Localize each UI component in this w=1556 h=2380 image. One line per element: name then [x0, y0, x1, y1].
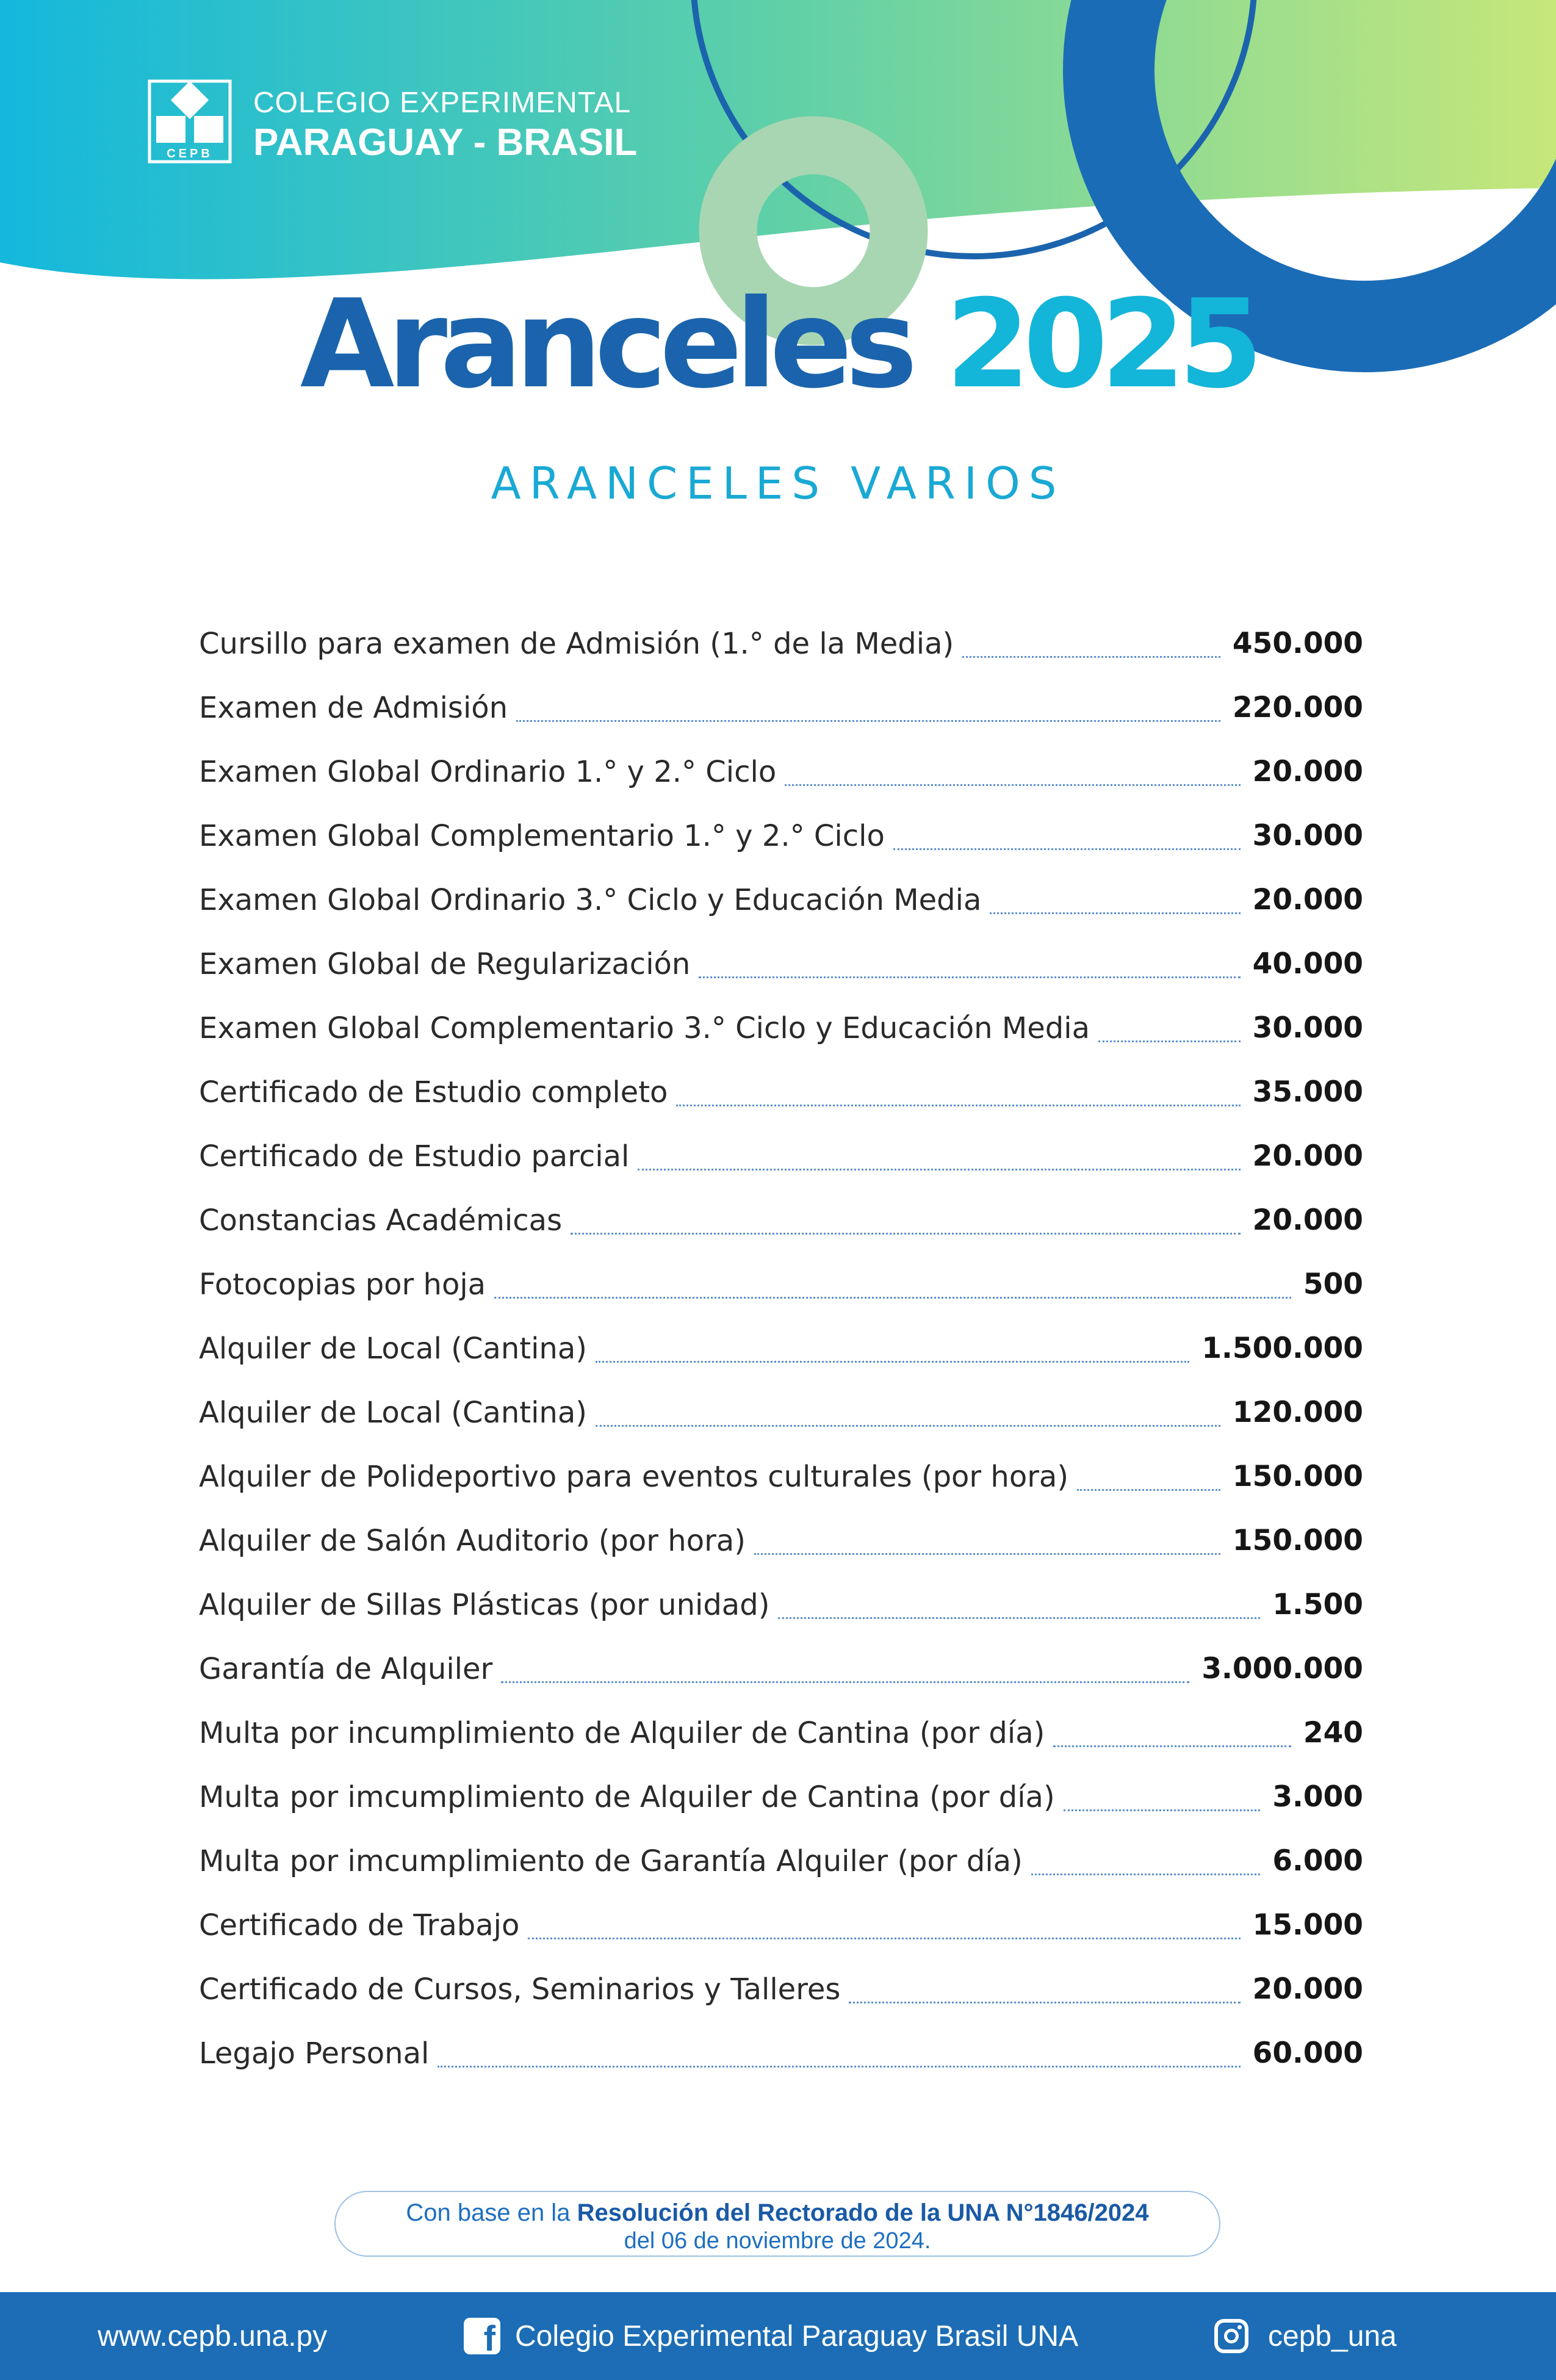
- svg-text:CEPB: CEPB: [167, 147, 213, 160]
- dot-leader: [1031, 1873, 1261, 1875]
- dot-leader: [699, 976, 1240, 978]
- fee-amount: 30.000: [1252, 819, 1363, 853]
- dot-leader: [494, 1297, 1291, 1299]
- instagram-text: cepb_una: [1268, 2320, 1397, 2353]
- fee-amount: 30.000: [1252, 1011, 1363, 1045]
- dot-leader: [438, 2066, 1240, 2068]
- fee-label: Alquiler de Local (Cantina): [199, 1331, 587, 1366]
- dot-leader: [849, 2002, 1240, 2003]
- fee-row: [199, 1252, 1363, 1316]
- footer-bar: [0, 2292, 1556, 2380]
- fee-amount: 3.000.000: [1201, 1652, 1363, 1686]
- fee-label: Examen Global Complementario 1.° y 2.° Ciclo: [199, 818, 885, 853]
- note-date: del 06 de noviembre de 2024.: [624, 2228, 931, 2254]
- fee-amount: 3.000: [1272, 1780, 1363, 1814]
- fee-label: Examen Global Ordinario 1.° y 2.° Ciclo: [199, 754, 777, 789]
- fee-label: Certificado de Trabajo: [199, 1908, 520, 1942]
- fee-amount: 20.000: [1252, 1203, 1363, 1237]
- fee-row: [199, 1637, 1363, 1701]
- facebook-link[interactable]: [464, 2292, 1078, 2380]
- fee-row: [199, 611, 1363, 676]
- dot-leader: [785, 784, 1240, 786]
- fee-label: Alquiler de Local (Cantina): [199, 1395, 587, 1430]
- fee-label: Garantía de Alquiler: [199, 1651, 493, 1686]
- fee-amount: 35.000: [1252, 1075, 1363, 1109]
- fee-amount: 40.000: [1252, 947, 1363, 981]
- dot-leader: [596, 1361, 1189, 1363]
- dot-leader: [754, 1553, 1220, 1555]
- fee-label: Alquiler de Sillas Plásticas (por unidad): [199, 1587, 770, 1622]
- dot-leader: [1053, 1745, 1291, 1747]
- cepb-logo: [148, 79, 232, 164]
- dot-leader: [1098, 1040, 1241, 1042]
- dot-leader: [516, 720, 1220, 722]
- fee-amount: 15.000: [1252, 1908, 1363, 1942]
- fee-label: Fotocopias por hoja: [199, 1267, 486, 1302]
- dot-leader: [501, 1681, 1189, 1683]
- fee-row: [199, 1509, 1363, 1573]
- fee-amount: 500: [1303, 1268, 1363, 1301]
- facebook-text: Colegio Experimental Paraguay Brasil UNA: [515, 2320, 1079, 2353]
- dot-leader: [778, 1617, 1260, 1619]
- fee-row: [199, 1316, 1363, 1380]
- instagram-link[interactable]: [1214, 2292, 1397, 2380]
- note-prefix: Con base en la: [406, 2199, 577, 2226]
- fee-row: [199, 1573, 1363, 1637]
- fee-amount: 20.000: [1252, 1139, 1363, 1173]
- fee-row: [199, 1829, 1363, 1893]
- fee-row: [199, 2021, 1363, 2085]
- fee-row: [199, 868, 1363, 932]
- fee-label: Examen Global de Regularización: [199, 947, 691, 981]
- fee-row: [199, 1444, 1363, 1509]
- brand-line1: COLEGIO EXPERIMENTAL: [253, 87, 632, 119]
- note-resolution: Resolución del Rectorado de la UNA N°1846/2024: [577, 2199, 1149, 2226]
- dot-leader: [990, 912, 1240, 914]
- dot-leader: [528, 1938, 1240, 1939]
- dot-leader: [962, 656, 1220, 658]
- fee-label: Constancias Académicas: [199, 1203, 563, 1238]
- fee-label: Examen de Admisión: [199, 690, 508, 725]
- fee-label: Examen Global Ordinario 3.° Ciclo y Educación Media: [199, 882, 982, 917]
- fee-label: Certificado de Estudio completo: [199, 1075, 668, 1109]
- fee-amount: 120.000: [1232, 1396, 1363, 1429]
- dot-leader: [676, 1105, 1240, 1106]
- fee-amount: 20.000: [1252, 755, 1363, 788]
- fee-label: Multa por imcumplimiento de Garantía Alquiler (por día): [199, 1844, 1023, 1878]
- facebook-icon: f: [464, 2318, 500, 2354]
- fee-row: [199, 1765, 1363, 1829]
- fee-row: [199, 1060, 1363, 1124]
- fee-label: Alquiler de Polideportivo para eventos culturales (por hora): [199, 1459, 1069, 1494]
- fee-amount: 20.000: [1252, 1972, 1363, 2006]
- instagram-icon: [1214, 2319, 1248, 2353]
- fee-row: [199, 804, 1363, 868]
- dot-leader: [571, 1233, 1241, 1235]
- fee-label: Certificado de Cursos, Seminarios y Talleres: [199, 1972, 841, 2007]
- website-text: www.cepb.una.py: [98, 2320, 328, 2353]
- dot-leader: [893, 848, 1241, 850]
- fee-row: [199, 1380, 1363, 1444]
- dot-leader: [1077, 1489, 1220, 1491]
- page-title: [0, 272, 1556, 418]
- fee-label: Certificado de Estudio parcial: [199, 1139, 630, 1174]
- dot-leader: [596, 1425, 1220, 1427]
- fee-list: [199, 611, 1363, 2085]
- resolution-note: [334, 2191, 1220, 2257]
- title-word: Aranceles: [300, 273, 910, 416]
- fee-amount: 150.000: [1232, 1524, 1363, 1557]
- website-link[interactable]: [98, 2292, 327, 2380]
- fee-amount: 1.500: [1272, 1588, 1363, 1621]
- fee-label: Examen Global Complementario 3.° Ciclo y Educación Media: [199, 1011, 1090, 1045]
- fee-row: [199, 1701, 1363, 1765]
- fee-amount: 6.000: [1272, 1844, 1363, 1878]
- fee-amount: 450.000: [1232, 627, 1363, 660]
- fee-row: [199, 996, 1363, 1060]
- fee-amount: 240: [1303, 1716, 1363, 1750]
- dot-leader: [1064, 1809, 1261, 1811]
- fee-amount: 20.000: [1252, 883, 1363, 917]
- fee-label: Cursillo para examen de Admisión (1.° de la Media): [199, 626, 954, 661]
- fee-row: [199, 676, 1363, 740]
- fee-amount: 220.000: [1232, 691, 1363, 724]
- fee-amount: 1.500.000: [1201, 1332, 1363, 1365]
- fee-label: Alquiler de Salón Auditorio (por hora): [199, 1523, 746, 1558]
- fee-row: [199, 1893, 1363, 1957]
- fee-amount: 150.000: [1232, 1460, 1363, 1493]
- fee-label: Legajo Personal: [199, 2036, 430, 2071]
- fee-row: [199, 1957, 1363, 2021]
- fee-label: Multa por imcumplimiento de Alquiler de Cantina (por día): [199, 1780, 1055, 1814]
- dot-leader: [638, 1169, 1240, 1170]
- title-year: 2025: [945, 273, 1256, 416]
- brand-line2: PARAGUAY - BRASIL: [253, 121, 638, 164]
- fee-row: [199, 932, 1363, 996]
- fee-row: [199, 1188, 1363, 1252]
- section-subtitle: ARANCELES VARIOS: [491, 458, 1065, 509]
- fee-row: [199, 1124, 1363, 1188]
- fee-label: Multa por incumplimiento de Alquiler de Cantina (por día): [199, 1715, 1045, 1750]
- brand-name: [253, 85, 637, 165]
- fee-row: [199, 740, 1363, 804]
- fee-amount: 60.000: [1252, 2036, 1363, 2070]
